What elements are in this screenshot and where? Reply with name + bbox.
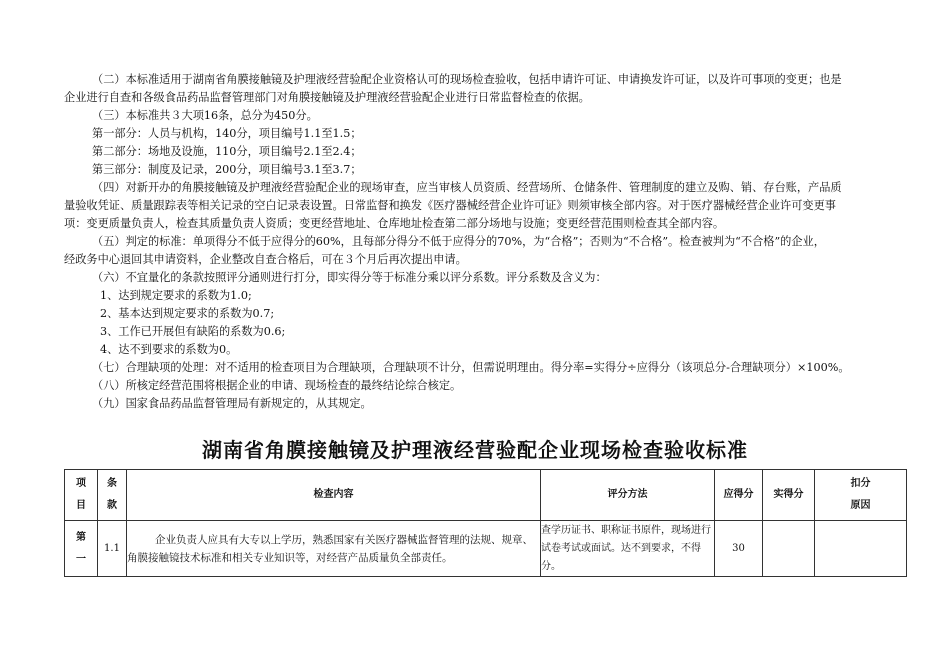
row-due-score-cell: 30 [715, 521, 763, 577]
coefficient-item-3: 3、工作已开展但有缺陷的系数为0.6; [100, 325, 286, 338]
coefficient-item-1: 1、达到规定要求的系数为1.0; [100, 289, 252, 302]
paragraph-review-line1: （四）对新开办的角膜接触镜及护理液经营验配企业的现场审查，应当审核人员资质、经营场所、仓储条件、管理制度的建立及购、销、存台账，产品质 [92, 181, 842, 194]
paragraph-review-line3: 项：变更质量负责人，检查其质量负责人资质；变更经营地址、仓库地址检查第二部分场地与设施；变更经营范围则检查其全部内容。 [64, 217, 725, 230]
header-item-char1: 项 [76, 478, 86, 489]
paragraph-part-two: 第二部分：场地及设施，110分，项目编号2.1至2.4； [92, 145, 362, 158]
row-deduct-reason-cell [815, 521, 907, 577]
row-method-cell: 查学历证书、职称证书原件，现场进行试卷考试或面试。达不到要求，不得分。 [541, 521, 715, 577]
header-deduct-line1: 扣分 [850, 478, 871, 489]
header-content: 检查内容 [127, 470, 541, 521]
table-row [65, 521, 907, 577]
paragraph-missing-items: （七）合理缺项的处理：对不适用的检查项目为合理缺项，合理缺项不计分，但需说明理由。得分率=实得分÷应得分（该项总分-合理缺项分）×100%。 [92, 361, 850, 374]
paragraph-judgement-line2: 经政务中心退回其申请资料，企业整改自查合格后，可在３个月后再次提出申请。 [64, 253, 467, 266]
coefficient-item-4: 4、达不到要求的系数为0。 [100, 343, 238, 356]
header-item-char2: 目 [76, 500, 86, 511]
row-item-cell [65, 521, 98, 577]
paragraph-scope-line2: 企业进行自查和各级食品药品监督管理部门对角膜接触镜及护理液经营验配企业进行日常监督检查的依据。 [64, 91, 590, 104]
header-article [98, 470, 127, 521]
row-actual-score-cell [763, 521, 815, 577]
paragraph-business-scope: （八）所核定经营范围将根据企业的申请、现场检查的最终结论综合核定。 [92, 379, 462, 392]
inspection-standard-table [64, 469, 907, 577]
paragraph-scope-line1: （二）本标准适用于湖南省角膜接触镜及护理液经营验配企业资格认可的现场检查验收，包括申请许可证、申请换发许可证，以及许可事项的变更；也是 [92, 73, 842, 86]
paragraph-judgement-line1: （五）判定的标准：单项得分不低于应得分的60%，且每部分得分不低于应得分的70%，为“合格”；否则为“不合格”。检查被判为“不合格”的企业， [92, 235, 825, 248]
document-title: 湖南省角膜接触镜及护理液经营验配企业现场检查验收标准 [202, 438, 748, 462]
header-method: 评分方法 [541, 470, 715, 521]
paragraph-total-score: （三）本标准共３大项16条，总分为450分。 [92, 109, 318, 122]
paragraph-part-three: 第三部分：制度及记录，200分，项目编号3.1至3.7； [92, 163, 362, 176]
header-article-char2: 款 [107, 500, 117, 511]
table-header-row [65, 470, 907, 521]
header-deduct-reason [815, 470, 907, 521]
row-item-char1: 第 [76, 531, 86, 543]
header-item [65, 470, 98, 521]
row-content-cell [127, 521, 541, 577]
row-item-char2: 一 [76, 553, 86, 565]
header-due-score: 应得分 [715, 470, 763, 521]
row-article-cell: 1.1 [98, 521, 127, 577]
paragraph-part-one: 第一部分：人员与机构，140分，项目编号1.1至1.5； [92, 127, 362, 140]
coefficient-item-2: 2、基本达到规定要求的系数为0.7; [100, 307, 275, 320]
header-article-char1: 条 [107, 478, 117, 489]
paragraph-new-rules: （九）国家食品药品监督管理局有新规定的，从其规定。 [92, 397, 372, 410]
paragraph-scoring-rule: （六）不宜量化的条款按照评分通则进行打分，即实得分等于标准分乘以评分系数。评分系数及含义为： [92, 271, 607, 284]
header-deduct-line2: 原因 [850, 500, 871, 511]
paragraph-review-line2: 量验收凭证、质量跟踪表等相关记录的空白记录表设置。日常监督和换发《医疗器械经营企业许可证》则须审核全部内容。对于医疗器械经营企业许可变更事 [64, 199, 836, 212]
row-content-text: 企业负责人应具有大专以上学历，熟悉国家有关医疗器械监督管理的法规、规章、角膜接触镜技术标准和相关专业知识等，对经营产品质量负全部责任。 [127, 533, 533, 564]
header-actual-score: 实得分 [763, 470, 815, 521]
